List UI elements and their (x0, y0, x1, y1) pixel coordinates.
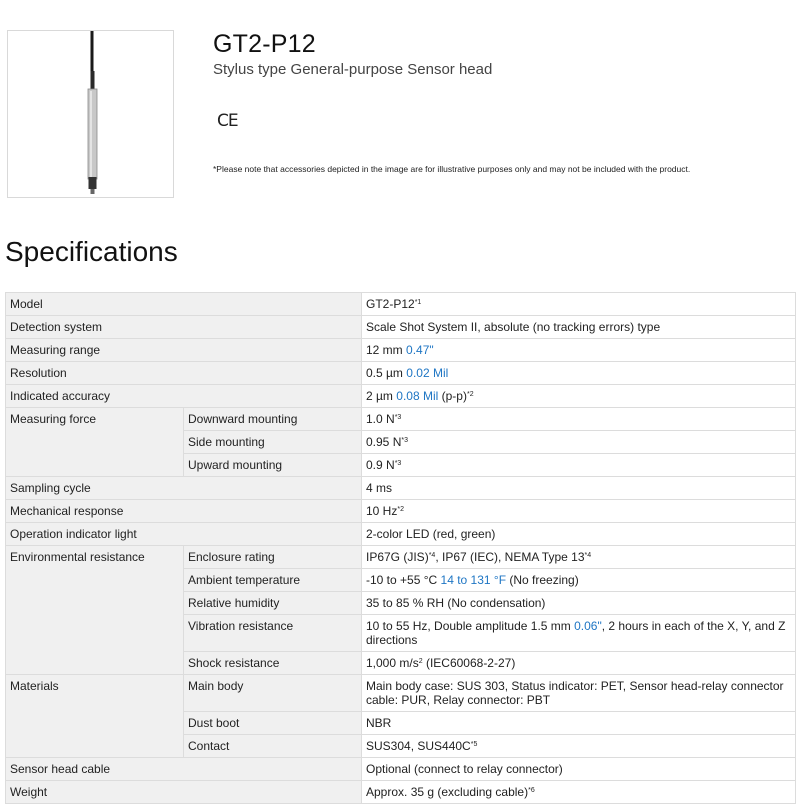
spec-sublabel: Shock resistance (184, 652, 362, 675)
table-row (6, 675, 796, 712)
spec-value: SUS304, $SUS440C^{*5}$ (362, 735, 796, 758)
spec-label: Detection system (6, 316, 362, 339)
spec-label: Measuring force (6, 408, 184, 477)
spec-value: 2-color LED (red, green) (362, 523, 796, 546)
spec-value: 35 to 85 % RH (No condensation) (362, 592, 796, 615)
spec-value: 0.95 $N^{*3}$ (362, 431, 796, 454)
spec-value: 0.9 $N^{*3}$ (362, 454, 796, 477)
spec-sublabel: Main body (184, 675, 362, 712)
spec-label: Indicated accuracy (6, 385, 362, 408)
spec-value: IP67G (JIS)$^{*4}$, IP67 (IEC), NEMA Type 13$^{*4}$ (362, 546, 796, 569)
spec-value: 1,000 $m/s^2$ (IEC60068-2-27) (362, 652, 796, 675)
spec-sublabel: Dust boot (184, 712, 362, 735)
spec-label: Model (6, 293, 362, 316)
product-subtitle: Stylus type General-purpose Sensor head (213, 61, 493, 78)
spec-sublabel: Contact (184, 735, 362, 758)
spec-label: Environmental resistance (6, 546, 184, 675)
spec-sublabel: Downward mounting (184, 408, 362, 431)
illustration-note: *Please note that accessories depicted in the image are for illustrative purposes only and may not be included with the product. (213, 164, 691, 174)
spec-value: Optional (connect to relay connector) (362, 758, 796, 781)
table-row (6, 339, 796, 362)
table-row (6, 316, 796, 339)
spec-sublabel: Ambient temperature (184, 569, 362, 592)
table-row (6, 477, 796, 500)
table-row (6, 523, 796, 546)
ce-mark-icon: CE (217, 111, 238, 131)
spec-label: Sampling cycle (6, 477, 362, 500)
table-row (6, 758, 796, 781)
spec-sublabel: Side mounting (184, 431, 362, 454)
spec-value: 10 Hz$^{*2}$ (362, 500, 796, 523)
spec-value: GT2-P12$^{*1}$ (362, 293, 796, 316)
spec-value: 12 mm 0.47" (362, 339, 796, 362)
table-row (6, 546, 796, 569)
table-row (6, 408, 796, 431)
spec-value: 0.5 µm 0.02 Mil (362, 362, 796, 385)
table-row (6, 385, 796, 408)
specifications-heading: Specifications (5, 236, 178, 267)
spec-sublabel: Vibration resistance (184, 615, 362, 652)
spec-sublabel: Relative humidity (184, 592, 362, 615)
specifications-table (5, 292, 796, 804)
table-row (6, 781, 796, 804)
spec-label: Resolution (6, 362, 362, 385)
spec-label: Mechanical response (6, 500, 362, 523)
product-title: GT2-P12 (213, 30, 316, 58)
spec-sublabel: Upward mounting (184, 454, 362, 477)
spec-sublabel: Enclosure rating (184, 546, 362, 569)
spec-value: 10 to 55 Hz, Double amplitude 1.5 mm 0.06", 2 hours in each of the X, Y, and Z directions (362, 615, 796, 652)
spec-value: -10 to +55 °C 14 to 131 °F (No freezing) (362, 569, 796, 592)
spec-label: Sensor head cable (6, 758, 362, 781)
spec-label: Operation indicator light (6, 523, 362, 546)
spec-value: Scale Shot System II, absolute (no tracking errors) type (362, 316, 796, 339)
product-image (7, 30, 174, 198)
spec-value: NBR (362, 712, 796, 735)
spec-value: Approx. 35 g (excluding cable)$^{*6}$ (362, 781, 796, 804)
spec-value: Main body case: SUS 303, Status indicator: PET, Sensor head-relay connector cable: PUR, Relay connector: PBT (362, 675, 796, 712)
stylus-sensor-image (8, 31, 173, 197)
spec-value: 2 µm 0.08 Mil $(p-p)^{*2}$ (362, 385, 796, 408)
table-row (6, 500, 796, 523)
spec-label: Materials (6, 675, 184, 758)
table-row (6, 362, 796, 385)
spec-value: 1.0 $N^{*3}$ (362, 408, 796, 431)
spec-value: 4 ms (362, 477, 796, 500)
spec-label: Measuring range (6, 339, 362, 362)
table-row (6, 293, 796, 316)
spec-label: Weight (6, 781, 362, 804)
